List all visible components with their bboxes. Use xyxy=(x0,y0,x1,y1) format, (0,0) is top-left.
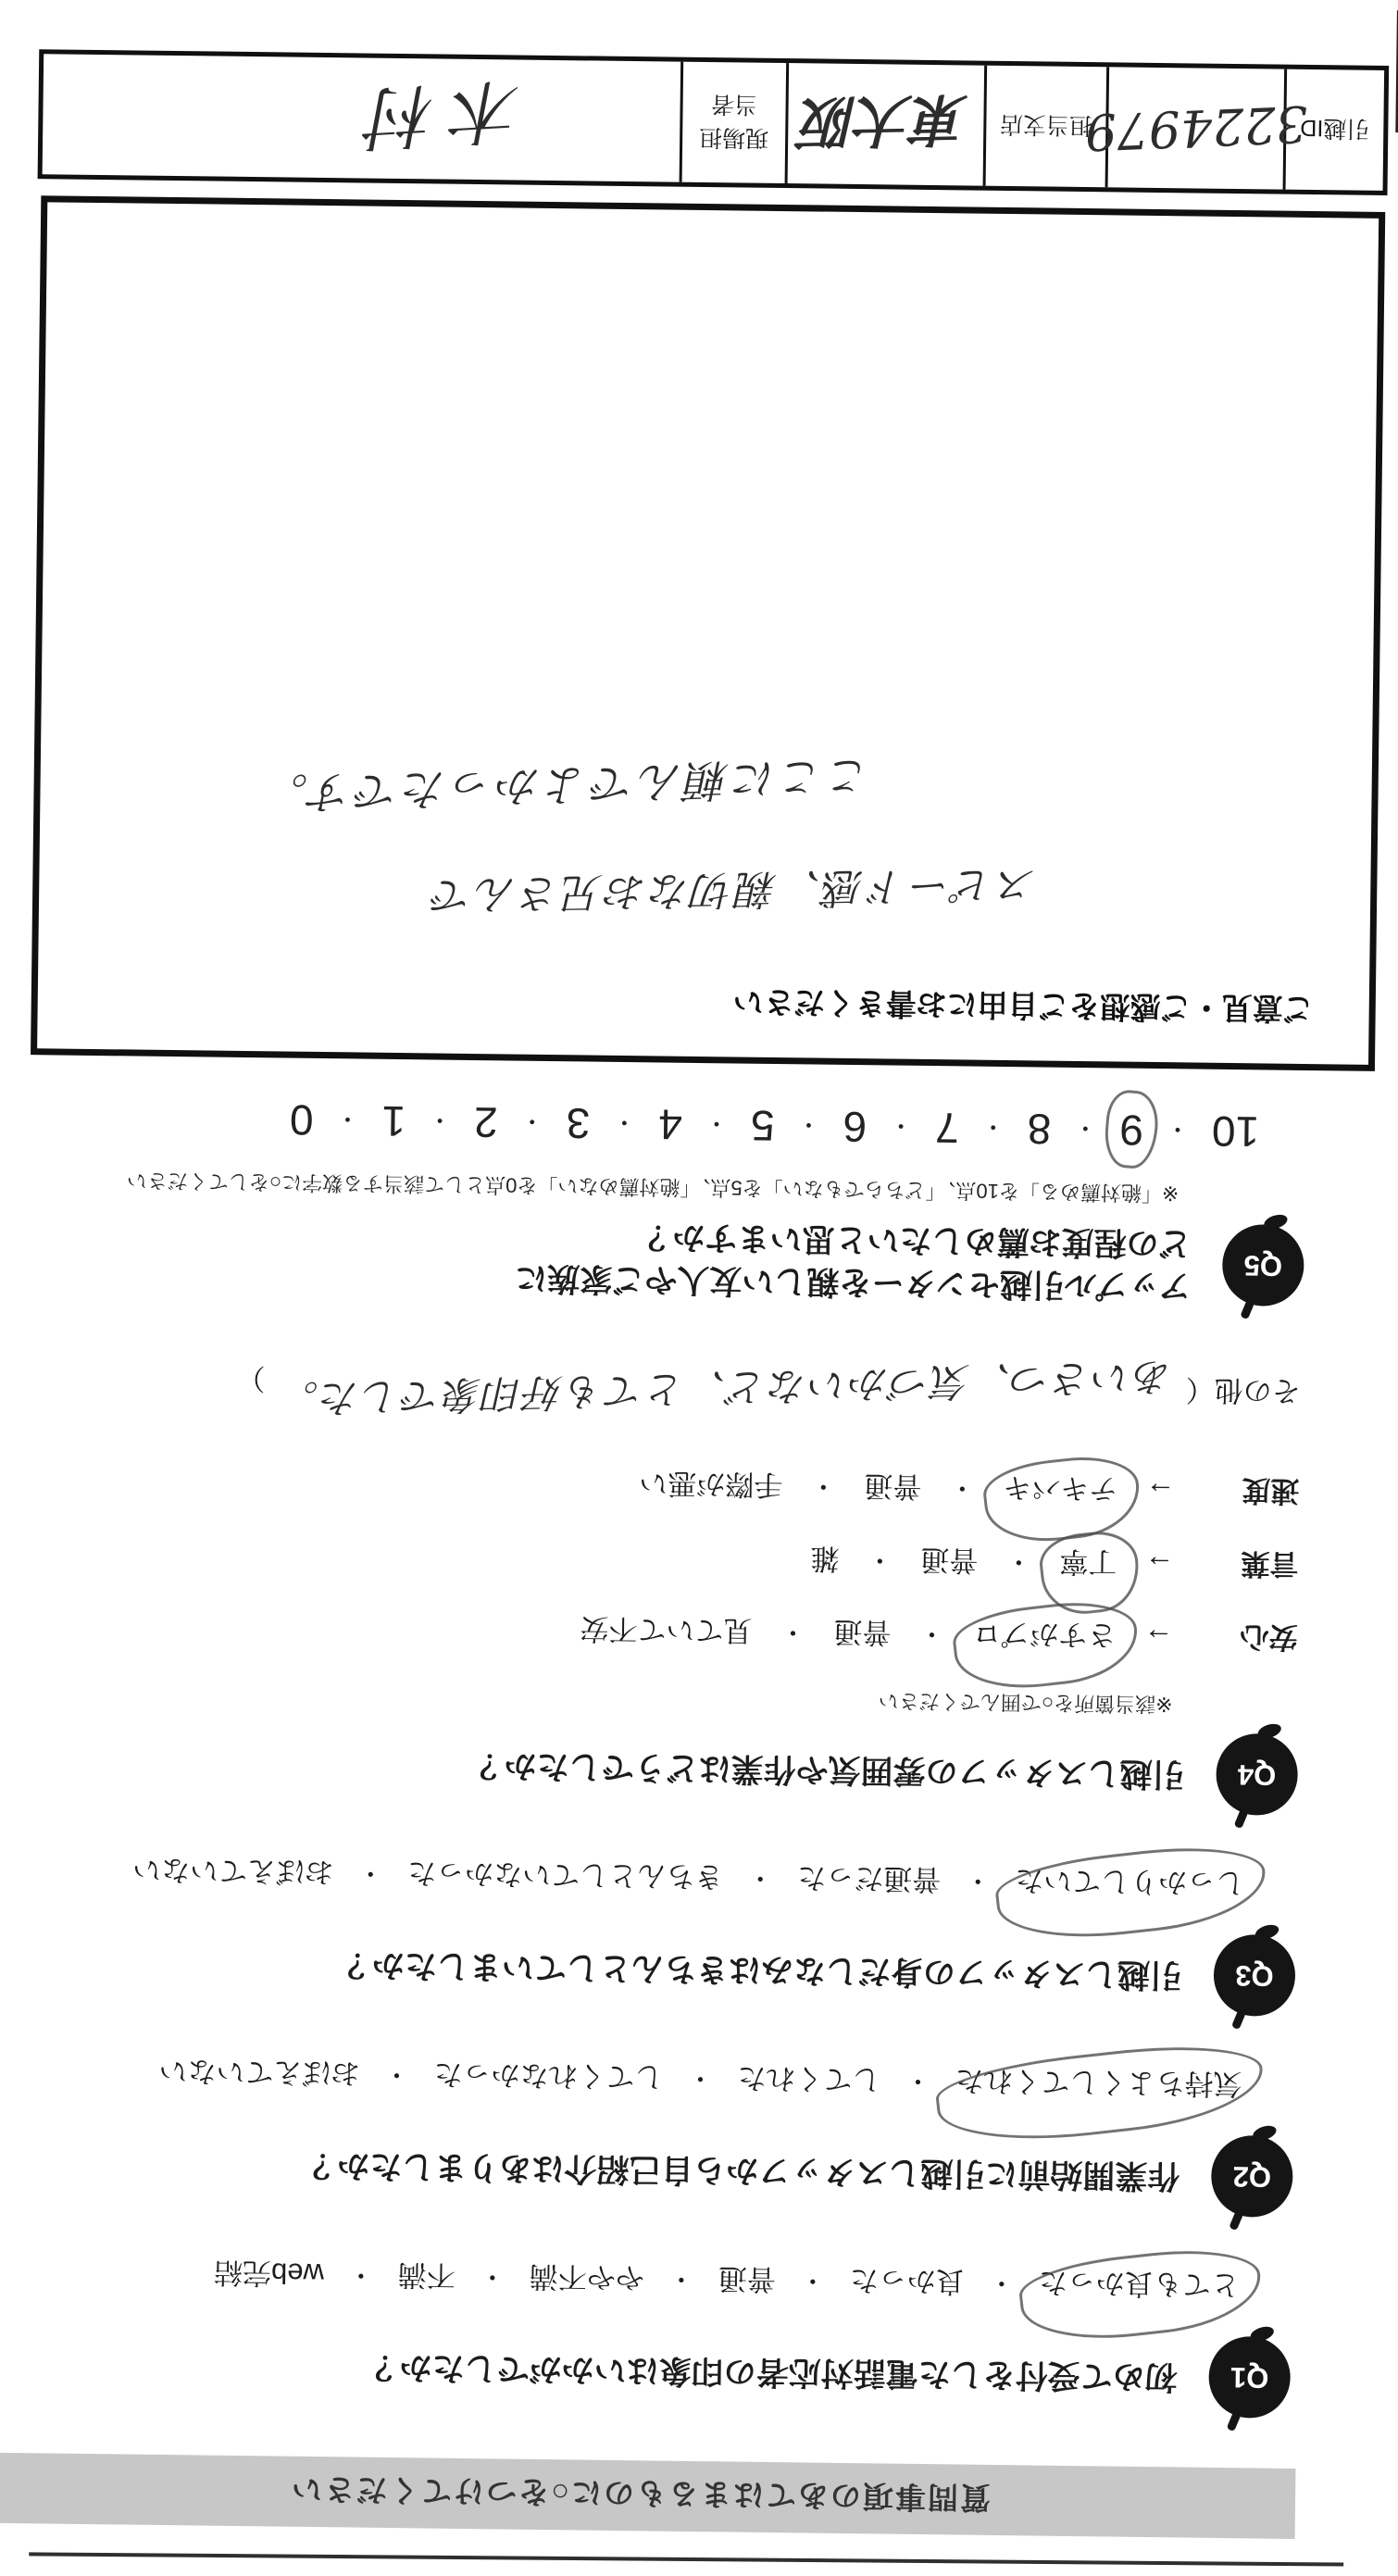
site-staff-value xyxy=(43,54,681,181)
scale-separator: ・ xyxy=(980,1112,1005,1142)
q4-option: 普通 xyxy=(920,1543,979,1577)
q4-option: 見ていて不安 xyxy=(580,1612,753,1647)
branch-value xyxy=(785,63,985,186)
q4-option: 手際が悪い xyxy=(639,1467,783,1502)
q5-question-line1: アップル引越センターを親しい友人やご家族に xyxy=(515,1259,1192,1305)
question-block-q5 xyxy=(0,1091,1398,1309)
site-staff-label: 現場担当者 xyxy=(680,61,787,182)
scale-number-circled: 9 xyxy=(1119,1106,1144,1155)
scale-number: 3 xyxy=(566,1098,591,1148)
q4-other-row xyxy=(0,1354,1301,1425)
q1-option: web完結 xyxy=(213,2256,325,2291)
comment-handwritten-line1: スピード感、親切なお兄さんで xyxy=(429,859,1038,919)
scale-separator: ・ xyxy=(1073,1114,1098,1143)
q3-badge xyxy=(1213,1934,1295,2017)
q4-badge xyxy=(1216,1733,1298,1816)
option-separator: ・ xyxy=(746,1864,774,1894)
option-separator: ・ xyxy=(1005,1547,1032,1577)
q4-option-circled: テキパキ xyxy=(1003,1469,1118,1513)
comment-handwritten-line2: ここに頼んでよかったです。 xyxy=(260,748,873,819)
site-staff-handwritten-signature: 木村 xyxy=(349,68,525,158)
option-separator: ・ xyxy=(810,1471,837,1502)
q4-row-sokudo xyxy=(0,1457,1300,1515)
scale-number: 7 xyxy=(934,1103,960,1153)
option-separator: ・ xyxy=(918,1619,945,1649)
q5-badge xyxy=(1222,1224,1304,1307)
scale-separator: ・ xyxy=(704,1109,730,1138)
q1-option: 良かった xyxy=(849,2264,966,2298)
q1-option: 不満 xyxy=(397,2258,456,2292)
q4-other-close-paren: ） xyxy=(236,1361,266,1395)
arrow-right-icon: → xyxy=(1143,1621,1174,1657)
q1-badge xyxy=(1208,2336,1291,2419)
move-id-value xyxy=(1083,67,1309,189)
q1-option: やや不満 xyxy=(529,2259,645,2295)
move-id-label: 引越ID xyxy=(1283,69,1385,190)
option-separator: ・ xyxy=(668,2265,695,2295)
q3-option: きちんとしていなかった xyxy=(407,1857,724,1894)
q4-row-label: 言葉 xyxy=(1241,1547,1299,1581)
q4-question-text: 引越しスタッフの雰囲気や作業はどうでしたか？ xyxy=(471,1747,1185,1793)
q4-row-label: 速度 xyxy=(1242,1474,1300,1507)
q4-other-label: その他（ xyxy=(1185,1373,1301,1407)
q3-option-circled: しっかりしていた xyxy=(1015,1862,1245,1907)
q4-option-circled: 丁寧 xyxy=(1059,1544,1117,1586)
option-separator: ・ xyxy=(867,1545,893,1576)
q5-nps-scale xyxy=(2,1091,1260,1157)
scale-number: 0 xyxy=(289,1095,314,1144)
q3-options xyxy=(0,1850,1244,1907)
q5-note: ※「絶対薦める」を10点、「どちらでもない」を5点、「絶対薦めない」を0点として該当する数字に○をしてください xyxy=(126,1169,1180,1205)
arrow-right-icon: → xyxy=(1145,1475,1176,1510)
q4-row-anshin xyxy=(0,1604,1298,1661)
q3-option: おぼえていない xyxy=(132,1853,334,1889)
option-separator: ・ xyxy=(347,2260,375,2291)
scale-separator: ・ xyxy=(796,1110,821,1139)
q1-option: 普通 xyxy=(718,2262,777,2296)
q1-option-circled: とても良かった xyxy=(1039,2265,1241,2309)
option-separator: ・ xyxy=(988,2269,1016,2298)
comment-box-header: ご意見・ご感想をご自由にお書きください xyxy=(732,984,1314,1026)
q4-row-label: 安心 xyxy=(1240,1620,1298,1654)
option-separator: ・ xyxy=(383,2060,410,2090)
question-block-q2 xyxy=(0,2051,1389,2219)
q2-option: してくれなかった xyxy=(433,2057,664,2094)
scale-separator: ・ xyxy=(888,1111,914,1140)
q3-option: 普通だった xyxy=(796,1861,942,1896)
scale-number: 1 xyxy=(381,1096,406,1145)
option-separator: ・ xyxy=(799,2266,827,2296)
scale-number: 2 xyxy=(473,1097,499,1146)
q4-other-handwritten-comment: あいさつ、気づかいなど、とても好印象でした。 xyxy=(277,1353,1174,1422)
comment-box xyxy=(31,195,1385,1071)
branch-handwritten: 東大阪 xyxy=(801,84,970,155)
instruction-banner xyxy=(0,2453,1295,2539)
scale-separator: ・ xyxy=(427,1106,453,1134)
scale-number: 6 xyxy=(843,1102,868,1151)
branch-label: 担当支店 xyxy=(983,65,1107,187)
q3-question-text: 引越しスタッフの身だしなみはきちんとしていましたか？ xyxy=(339,1946,1183,1994)
option-separator: ・ xyxy=(905,2067,931,2096)
scale-separator: ・ xyxy=(519,1107,544,1136)
q4-option: 普通 xyxy=(864,1469,922,1503)
q1-options xyxy=(0,2252,1240,2309)
q1-question-text: 初めて受付をした電話対応者の印象はいかがでしたか？ xyxy=(367,2348,1178,2395)
q2-option: おぼえていない xyxy=(158,2054,360,2090)
option-separator: ・ xyxy=(479,2262,506,2293)
q2-options xyxy=(0,2051,1242,2108)
question-block-q4 xyxy=(0,1354,1397,1817)
q2-badge xyxy=(1211,2135,1293,2218)
instruction-banner-text: 質問事項のあてはまるものに○をつけてください xyxy=(289,2472,992,2516)
option-separator: ・ xyxy=(780,1618,806,1647)
option-separator: ・ xyxy=(687,2064,714,2094)
move-info-table xyxy=(38,49,1390,195)
scale-separator: ・ xyxy=(1165,1115,1191,1144)
scale-number: 10 xyxy=(1211,1107,1260,1157)
q4-note: ※該当箇所を○で囲んでください xyxy=(878,1689,1173,1717)
q2-option-circled: 気持ちよくしてくれた xyxy=(955,2062,1242,2107)
q2-question-text: 作業開始前に引越しスタッフから自己紹介はありましたか？ xyxy=(305,2146,1180,2195)
q4-option: 普通 xyxy=(833,1615,892,1649)
q5-badge-label: Q5 xyxy=(1243,1249,1283,1282)
q5-question-line2: どの程度お薦めしたいと思いますか？ xyxy=(640,1219,1192,1262)
scan-edge-artifact xyxy=(29,2552,1343,2566)
q4-badge-label: Q4 xyxy=(1237,1758,1277,1792)
move-id-handwritten: 3224979 xyxy=(1083,94,1309,162)
option-separator: ・ xyxy=(357,1859,384,1889)
q1-badge-label: Q1 xyxy=(1229,2361,1269,2395)
scale-number: 8 xyxy=(1027,1104,1052,1154)
q3-badge-label: Q3 xyxy=(1235,1959,1274,1993)
arrow-right-icon: → xyxy=(1144,1548,1175,1583)
q2-badge-label: Q2 xyxy=(1232,2160,1272,2194)
q4-option: 雑 xyxy=(810,1542,840,1575)
question-block-q3 xyxy=(0,1850,1391,2018)
scale-separator: ・ xyxy=(612,1107,637,1137)
option-separator: ・ xyxy=(949,1473,976,1504)
option-separator: ・ xyxy=(964,1867,992,1896)
scale-number: 4 xyxy=(658,1100,683,1149)
scale-number: 5 xyxy=(750,1101,775,1150)
q5-question-text xyxy=(515,1213,1192,1307)
q4-option-circled: さすがプロ xyxy=(972,1616,1117,1659)
q4-row-kotoba xyxy=(0,1531,1299,1588)
q2-option: してくれた xyxy=(737,2061,881,2096)
question-block-q1 xyxy=(0,2252,1386,2420)
scale-separator: ・ xyxy=(335,1105,360,1133)
